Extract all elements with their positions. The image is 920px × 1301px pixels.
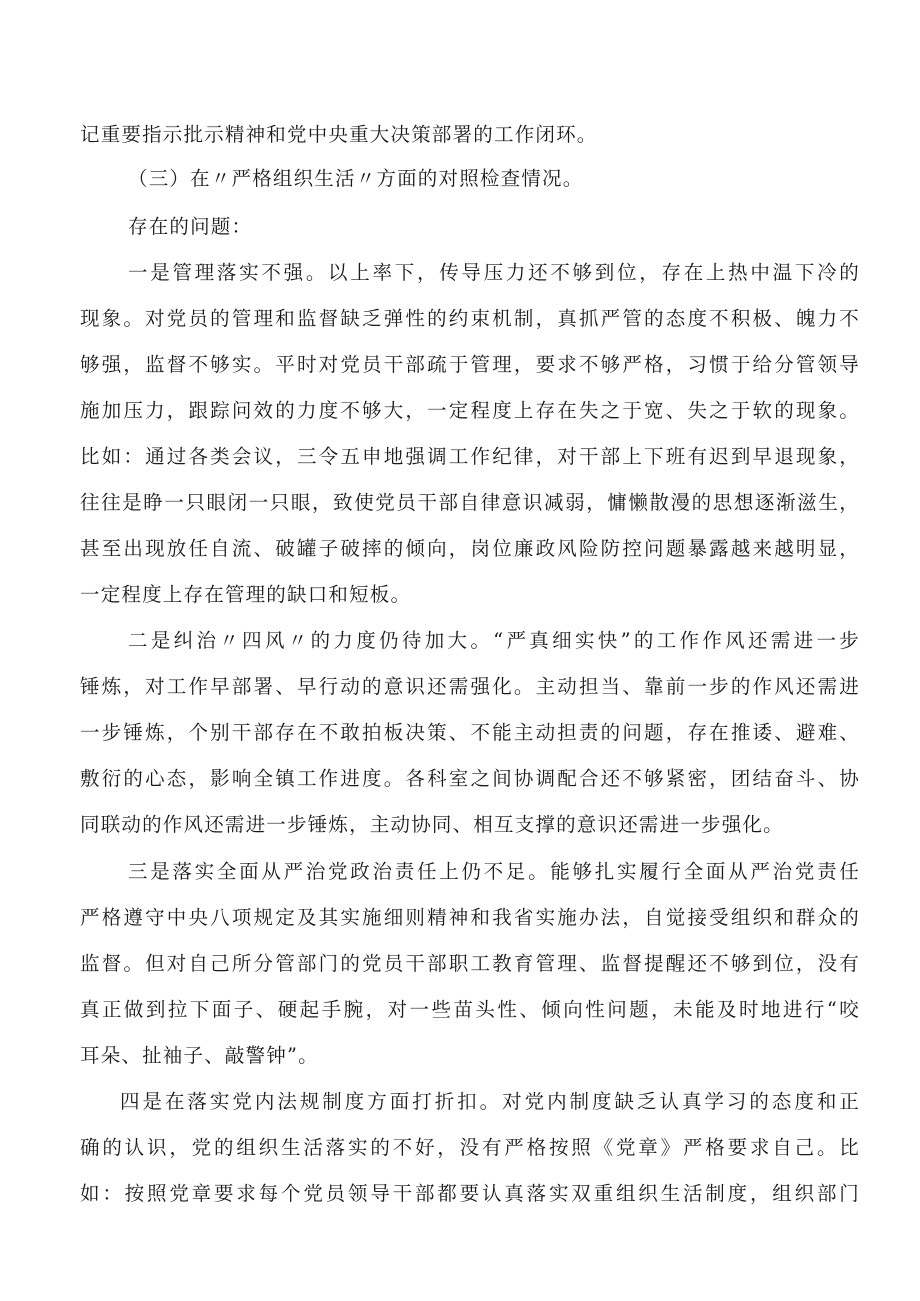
text-line: 如：按照党章要求每个党员领导干部都要认真落实双重组织生活制度，组织部门 xyxy=(80,1182,860,1205)
text-line: 比如：通过各类会议，三令五申地强调工作纪律，对干部上下班有迟到早退现象， xyxy=(80,445,860,468)
text-line: 真正做到拉下面子、硬起手腕，对一些苗头性、倾向性问题，未能及时地进行“咬 xyxy=(80,998,860,1021)
text-line: 往往是睁一只眼闭一只眼，致使党员干部自律意识减弱，慵懒散漫的思想逐渐滋生， xyxy=(80,491,860,514)
section-heading: （三）在〃严格组织生活〃方面的对照检查情况。 xyxy=(128,167,584,190)
text-line: 三是落实全面从严治党政治责任上仍不足。能够扎实履行全面从严治党责任 xyxy=(128,860,860,883)
text-line: 现象。对党员的管理和监督缺乏弹性的约束机制，真抓严管的态度不积极、魄力不 xyxy=(80,307,860,330)
text-line: 二是纠治〃四风〃的力度仍待加大。“严真细实快”的工作作风还需进一步 xyxy=(128,629,860,652)
text-line: 敷衍的心态，影响全镇工作进度。各科室之间协调配合还不够紧密，团结奋斗、协 xyxy=(80,767,860,790)
text-line: 甚至出现放任自流、破罐子破摔的倾向，岗位廉政风险防控问题暴露越来越明显， xyxy=(80,537,860,560)
text-line: 一是管理落实不强。以上率下，传导压力还不够到位，存在上热中温下冷的 xyxy=(128,261,860,284)
text-line: 存在的问题： xyxy=(128,215,253,238)
text-line: 严格遵守中央八项规定及其实施细则精神和我省实施办法，自觉接受组织和群众的 xyxy=(80,906,860,929)
text-line: 施加压力，跟踪问效的力度不够大，一定程度上存在失之于宽、失之于软的现象。 xyxy=(80,399,860,422)
text-line: 一步锤炼，个别干部存在不敢拍板决策、不能主动担责的问题，存在推诿、避难、 xyxy=(80,721,860,744)
text-line: 耳朵、扯袖子、敲警钟”。 xyxy=(80,1044,319,1067)
text-line: 记重要指示批示精神和党中央重大决策部署的工作闭环。 xyxy=(80,123,598,146)
text-line: 同联动的作风还需进一步锤炼，主动协同、相互支撑的意识还需进一步强化。 xyxy=(80,813,784,836)
text-line: 锤炼，对工作早部署、早行动的意识还需强化。主动担当、靠前一步的作风还需进 xyxy=(80,675,860,698)
text-line: 监督。但对自己所分管部门的党员干部职工教育管理、监督提醒还不够到位，没有 xyxy=(80,952,860,975)
text-line: 一定程度上存在管理的缺口和短板。 xyxy=(80,583,412,606)
text-line: 四是在落实党内法规制度方面打折扣。对党内制度缺乏认真学习的态度和正 xyxy=(120,1090,860,1113)
text-line: 确的认识，党的组织生活落实的不好，没有严格按照《党章》严格要求自己。比 xyxy=(80,1136,860,1159)
text-line: 够强，监督不够实。平时对党员干部疏于管理，要求不够严格，习惯于给分管领导 xyxy=(80,353,860,376)
